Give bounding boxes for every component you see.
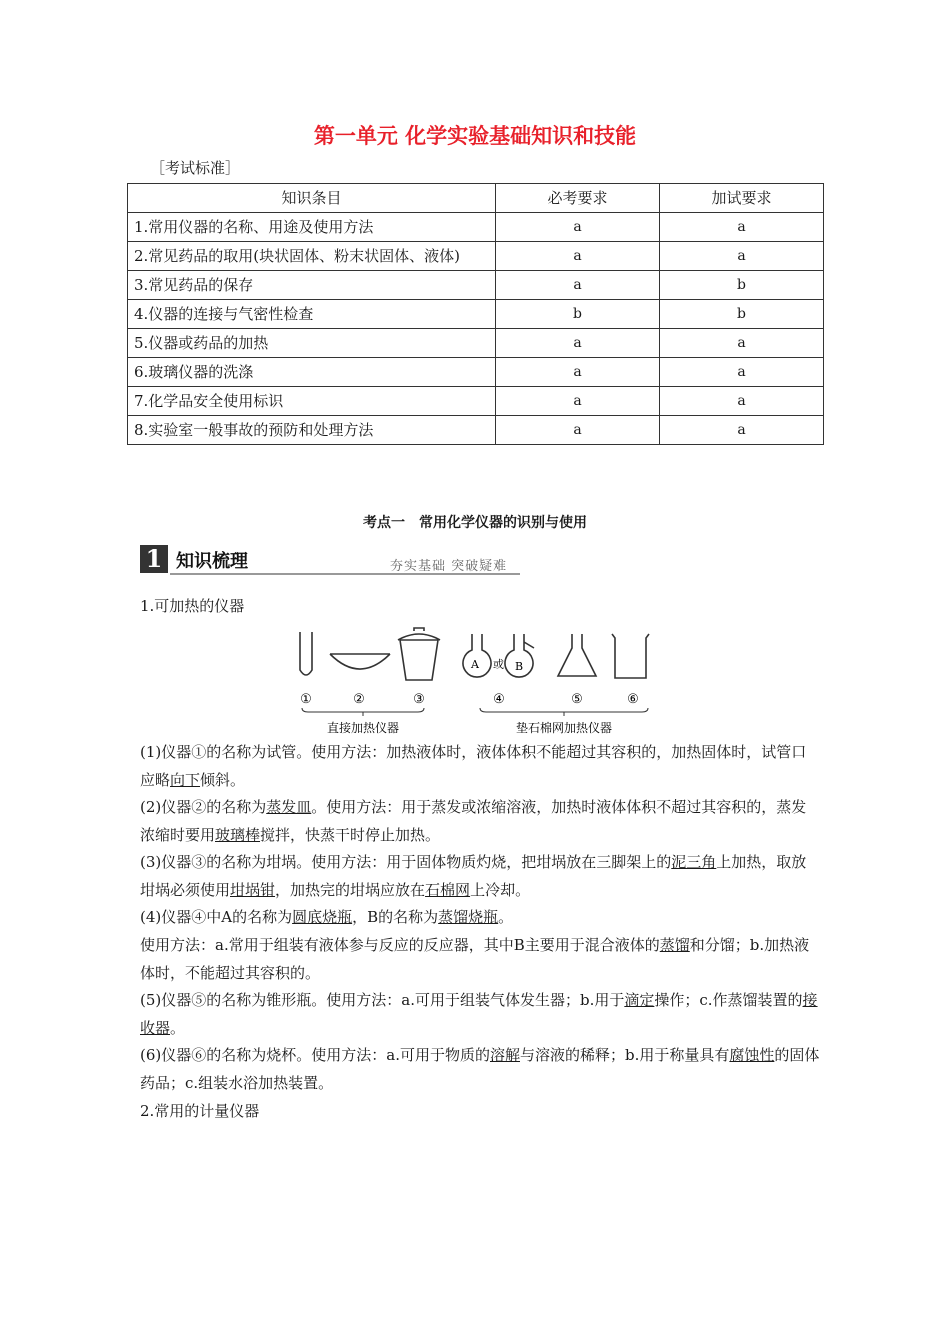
paragraph-flasks: (4)仪器④中A的名称为圆底烧瓶，B的名称为蒸馏烧瓶。	[140, 908, 514, 926]
table-row	[128, 213, 824, 242]
or-label: 或	[493, 658, 504, 671]
row-extra: b	[660, 271, 824, 300]
table-row	[128, 242, 824, 271]
row-must: a	[496, 213, 660, 242]
paragraph-conical-flask: (5)仪器⑤的名称为锥形瓶。使用方法：a.可用于组装气体发生器；b.用于滴定操作；c.作蒸馏装置的接收器。	[140, 991, 818, 1037]
section-title: 考点一 常用化学仪器的识别与使用	[363, 515, 587, 531]
crucible-icon	[398, 628, 440, 680]
table-row	[128, 387, 824, 416]
paragraph-crucible: (3)仪器③的名称为坩埚。使用方法：用于固体物质灼烧，把坩埚放在三脚架上的泥三角上加热，取放坩埚必须使用坩埚钳，加热完的坩埚应放在石棉网上冷却。	[140, 853, 807, 899]
group1-brace	[302, 708, 424, 716]
row-must: b	[496, 300, 660, 329]
row-extra: a	[660, 358, 824, 387]
row-must: a	[496, 242, 660, 271]
table-row	[128, 271, 824, 300]
table-row	[128, 300, 824, 329]
evaporating-dish-icon	[330, 654, 390, 669]
row-extra: a	[660, 416, 824, 445]
heading-heatable: 1.可加热的仪器	[140, 597, 245, 615]
label-5: ⑤	[571, 692, 583, 707]
page-title: 第一单元 化学实验基础知识和技能	[313, 124, 637, 148]
knowledge-banner	[140, 545, 520, 575]
row-item: 6.玻璃仪器的洗涤	[128, 358, 496, 387]
row-extra: a	[660, 242, 824, 271]
paragraph-flask-usage: 使用方法：a.常用于组装有液体参与反应的反应器，其中B主要用于混合液体的蒸馏和分馏；b.加热液体时，不能超过其容积的。	[140, 936, 810, 982]
paragraph-beaker: (6)仪器⑥的名称为烧杯。使用方法：a.可用于物质的溶解与溶液的稀释；b.用于称量具有腐蚀性的固体药品；c.组装水浴加热装置。	[140, 1046, 820, 1092]
row-must: a	[496, 358, 660, 387]
row-must: a	[496, 329, 660, 358]
label-4: ④	[493, 692, 505, 707]
row-item: 1.常用仪器的名称、用途及使用方法	[128, 213, 496, 242]
row-item: 5.仪器或药品的加热	[128, 329, 496, 358]
table-row	[128, 358, 824, 387]
row-item: 8.实验室一般事故的预防和处理方法	[128, 416, 496, 445]
flask-b-label: B	[515, 660, 524, 673]
header-extra: 加试要求	[660, 184, 824, 213]
label-1: ①	[300, 692, 312, 707]
header-knowledge-item: 知识条目	[128, 184, 496, 213]
banner-number: 1	[140, 545, 168, 573]
exam-standard-label: ［考试标准］	[150, 159, 241, 177]
beaker-icon	[612, 634, 649, 678]
row-item: 7.化学品安全使用标识	[128, 387, 496, 416]
table-row	[128, 416, 824, 445]
row-extra: a	[660, 213, 824, 242]
requirements-table	[127, 183, 824, 445]
row-item: 2.常见药品的取用(块状固体、粉末状固体、液体)	[128, 242, 496, 271]
row-extra: a	[660, 387, 824, 416]
flask-a-label: A	[471, 658, 479, 671]
test-tube-icon	[300, 632, 312, 675]
paragraph-evaporating-dish: (2)仪器②的名称为蒸发皿。使用方法：用于蒸发或浓缩溶液，加热时液体体积不超过其容积的，蒸发浓缩时要用玻璃棒搅拌，快蒸干时停止加热。	[140, 798, 807, 844]
header-required: 必考要求	[496, 184, 660, 213]
row-must: a	[496, 271, 660, 300]
banner-name: 知识梳理	[176, 551, 248, 572]
row-extra: a	[660, 329, 824, 358]
row-item: 4.仪器的连接与气密性检查	[128, 300, 496, 329]
conical-flask-icon	[558, 634, 596, 676]
group2-label: 垫石棉网加热仪器	[515, 721, 613, 735]
label-6: ⑥	[627, 692, 639, 707]
table-row	[128, 329, 824, 358]
group1-label: 直接加热仪器	[326, 721, 400, 735]
row-extra: b	[660, 300, 824, 329]
banner-tagline: 夯实基础 突破疑难	[390, 559, 508, 574]
label-3: ③	[413, 692, 425, 707]
group2-brace	[480, 708, 648, 716]
row-must: a	[496, 416, 660, 445]
row-must: a	[496, 387, 660, 416]
heading-measuring: 2.常用的计量仪器	[140, 1102, 260, 1120]
heatable-instruments-figure	[290, 622, 660, 740]
label-2: ②	[353, 692, 365, 707]
row-item: 3.常见药品的保存	[128, 271, 496, 300]
table-header-row	[128, 184, 824, 213]
paragraph-test-tube: (1)仪器①的名称为试管。使用方法：加热液体时，液体体积不能超过其容积的，加热固体时，试管口应略向下倾斜。	[140, 743, 807, 789]
